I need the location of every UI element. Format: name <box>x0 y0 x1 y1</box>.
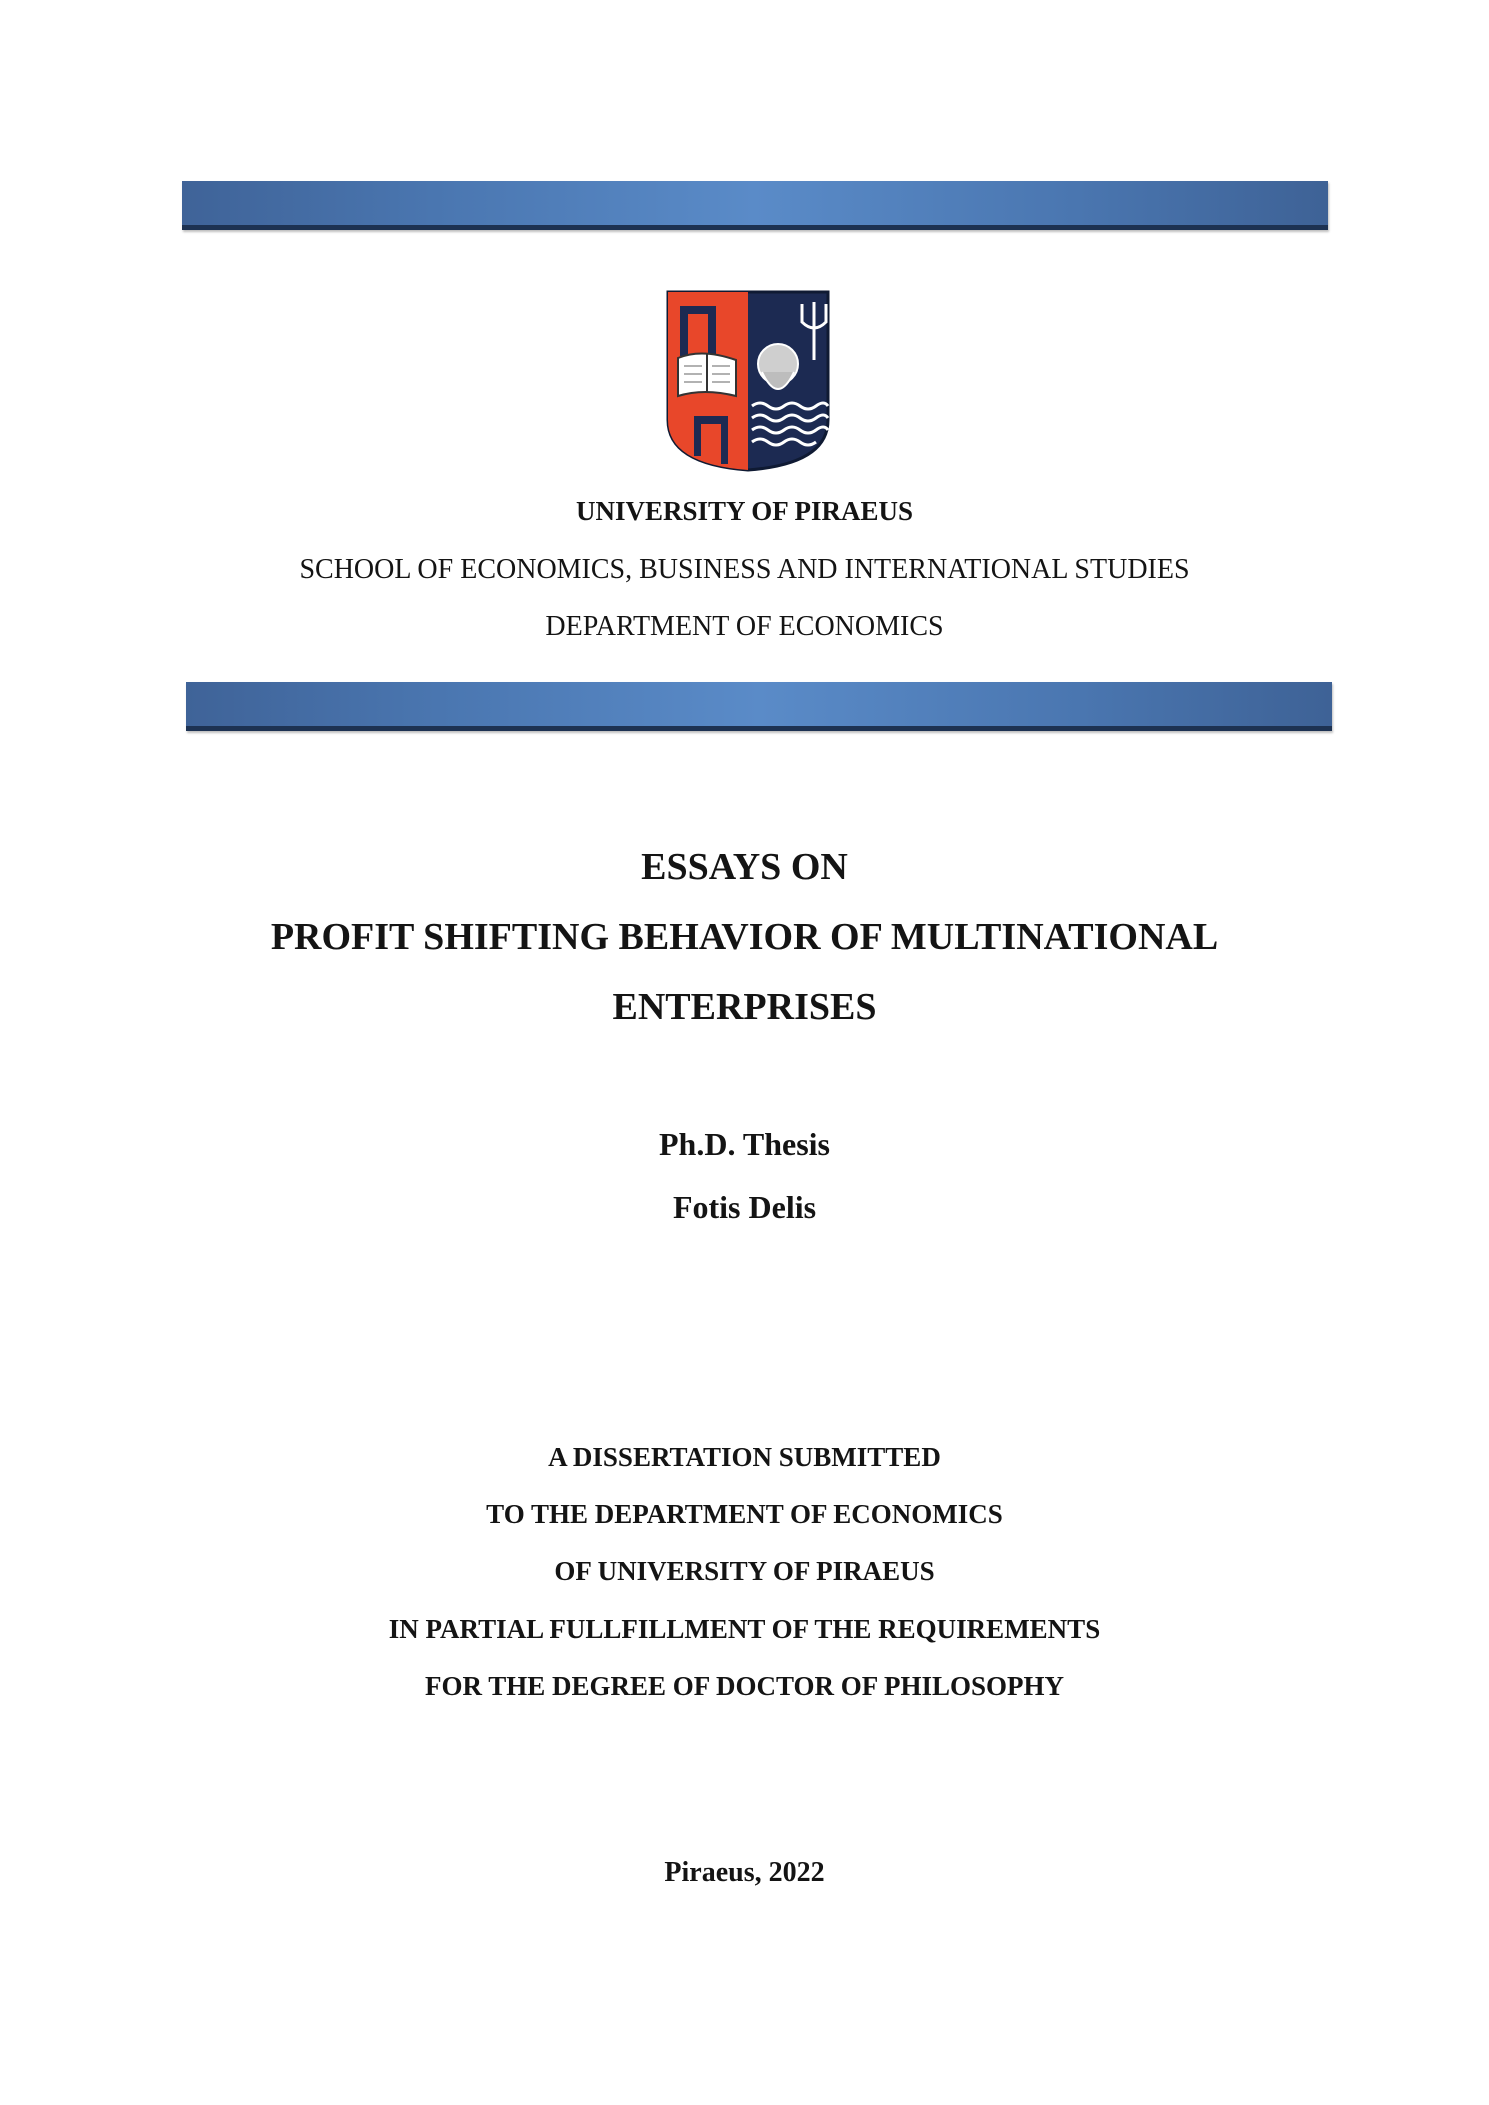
dissertation-statement-line: TO THE DEPARTMENT OF ECONOMICS <box>486 1499 1003 1529</box>
dissertation-statement-line: OF UNIVERSITY OF PIRAEUS <box>554 1556 935 1586</box>
place-and-year: Piraeus, 2022 <box>664 1857 825 1888</box>
dissertation-statement-line: FOR THE DEGREE OF DOCTOR OF PHILOSOPHY <box>424 1671 1065 1701</box>
thesis-type: Ph.D. Thesis <box>658 1126 830 1162</box>
bottom-decorative-band <box>186 682 1332 731</box>
thesis-title-line-1: ESSAYS ON <box>641 846 848 888</box>
department-name: DEPARTMENT OF ECONOMICS <box>545 611 944 642</box>
author-name: Fotis Delis <box>672 1189 817 1225</box>
thesis-title-line-3: ENTERPRISES <box>612 986 877 1028</box>
dissertation-statement-line: A DISSERTATION SUBMITTED <box>548 1442 941 1472</box>
university-crest-icon <box>664 288 832 474</box>
top-decorative-band <box>182 181 1328 230</box>
university-name: UNIVERSITY OF PIRAEUS <box>575 496 914 526</box>
dissertation-statement-line: IN PARTIAL FULLFILLMENT OF THE REQUIREMENTS <box>388 1614 1101 1644</box>
thesis-title-line-2: PROFIT SHIFTING BEHAVIOR OF MULTINATIONAL <box>270 916 1219 958</box>
school-name: SCHOOL OF ECONOMICS, BUSINESS AND INTERNATIONAL STUDIES <box>299 554 1190 585</box>
